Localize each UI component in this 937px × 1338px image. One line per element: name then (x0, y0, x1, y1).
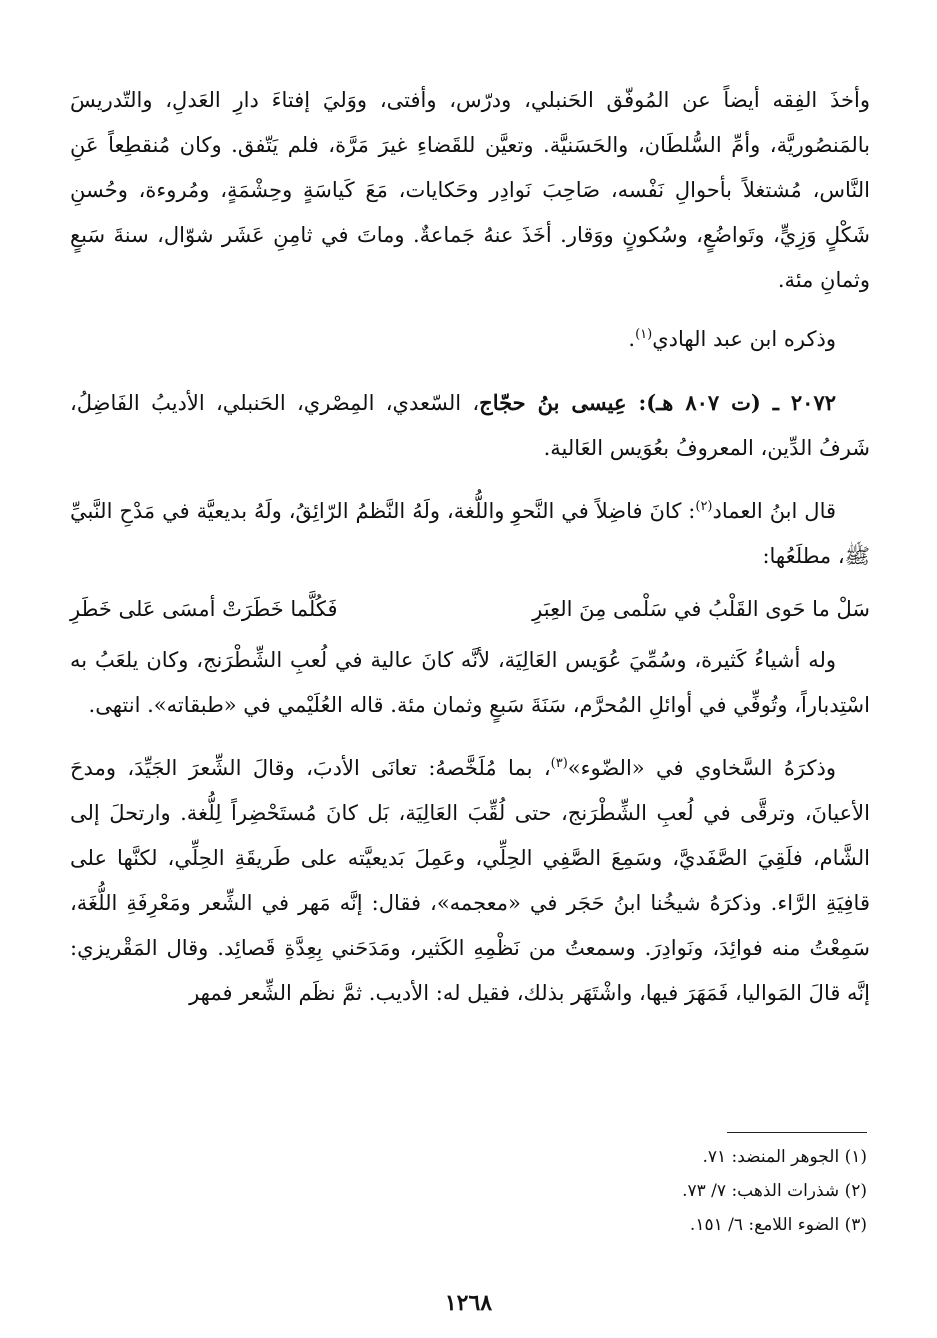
footnote-ref-1: (١) (635, 327, 653, 342)
sakhawi-text: ، بما مُلَخَّصهُ: تعانَى الأدبَ، وقالَ الشِّعرَ الجَيِّدَ، ومدحَ الأعيانَ، وترقَّى في لُعبِ الشِّطْرَنج، حتى لُقِّبَ العَالِيَة، بَل كانَ مُستَحْضِراً لِلُّغة. وارتحلَ إلى الشَّام، فلَقِيَ الصَّفَديَّ، وسَمِعَ الصَّفِي الحِلِّي، وعَمِلَ بَديعيَّته على طَريقَةِ الحِلِّي، لكنَّها على قافِيَةِ الرَّاء. وذكرَهُ شيخُنا ابنُ حَجَر في «معجمه»، فقال: إنَّه مَهر في الشِّعر ومَعْرِفَةِ اللُّغَة، سَمِعْتُ منه فوائِدَ، ونَوادِرَ. وسمعتُ من نَظْمِهِ الكَثير، ومَدَحَني بِعِدَّةِ قَصائِد. وقال المَقْريزي: إنَّه قالَ المَواليا، فَمَهَرَ فيها، واشْتَهَر بذلك، فقيل له: الأديب. ثمَّ نظَم الشِّعر فمهر (70, 756, 870, 1005)
entry-description: ، السّعدي، المِصْري، الحَنبلي، الأديبُ الفَاضِلُ، شَرفُ الدِّين، المعروفُ بعُوَيس العَالية. (70, 391, 870, 460)
footnote-1: (١) الجوهر المنضد: ٧١. (702, 1147, 867, 1167)
nickname-paragraph: وله أشياءُ كَثيرة، وسُمِّيَ عُوَيس العَالِيَة، لأنَّه كانَ عالية في لُعبِ الشِّطْرَنج، وكان يلعَبُ به اسْتِدباراً، وتُوفِّي في أوائلِ المُحرَّم، سَنَةَ سَبعٍ وثمان مئة. قاله العُلَيْمي في «طبقاته». انتهى. (70, 648, 870, 717)
reference-paragraph (70, 317, 870, 362)
footnote-ref-3: (٣) (550, 756, 568, 771)
sakhawi-source: وذكرَهُ السَّخاوي في «الضّوء» (567, 756, 836, 780)
sakhawi-paragraph (70, 746, 870, 1016)
entry-name: عِيسى بنُ حجّاج (479, 390, 627, 415)
entry-number: ٢٠٧٢ ـ (ت ٨٠٧ هـ): (626, 390, 837, 415)
quote-text: : كانَ فاضِلاً في النَّحوِ واللُّغة، ولَهُ النَّظمُ الرّائِقُ، ولَهُ بديعيَّة في مَدْحِ النَّبيِّ ﷺ، مطلَعُها: (70, 499, 870, 568)
verse-first-hemistich: سَلْ ما حَوى القَلْبُ في سَلْمى مِنَ العِبَرِ (532, 597, 870, 621)
poetry-verse (70, 587, 870, 632)
footnote-ref-2: (٢) (695, 499, 713, 514)
reference-text: وذكره ابن عبد الهادي (652, 327, 836, 351)
verse-second-hemistich: فَكُلَّما خَطَرَتْ أمسَى عَلى خَطَرِ (70, 597, 338, 621)
biography-paragraph: وأخذَ الفِقه أيضاً عن المُوفّق الحَنبلي، ودرّس، وأفتى، ووَليَ إفتاءَ دارِ العَدلِ، والتّدريسَ بالمَنصُوريَّة، وأمِّ السُّلطَان، والحَسَنيَّة. وتعيَّن للقَضاءِ غيرَ مَرَّة، فلم يَتّفق. وكان مُنقطِعاً عَنِ النَّاس، مُشتغلاً بأحوالِ نَفْسه، صَاحِبَ نَوادِر وحَكايات، مَعَ كَياسَةٍ وحِشْمَةٍ، ومُروءة، وحُسنِ شَكْلٍ وَزِيٍّ، وتَواضُعٍ، وسُكونٍ ووَقار. أخَذَ عنهُ جَماعةٌ. وماتَ في ثامِنِ عَشَر شوّال، سنةَ سَبعٍ وثمانِ مئة. (70, 88, 870, 292)
footnote-2: (٢) شذرات الذهب: ٧/ ٧٣. (682, 1181, 867, 1201)
entry-heading-paragraph (70, 380, 870, 471)
footnotes (467, 1140, 867, 1242)
footnote-divider (727, 1132, 867, 1133)
quote-paragraph (70, 489, 870, 579)
main-text (70, 78, 870, 1016)
reference-end: . (628, 327, 636, 351)
footnote-3: (٣) الضوء اللامع: ٦/ ١٥١. (689, 1215, 867, 1235)
page-number: ١٢٦٨ (444, 1290, 493, 1316)
quote-source: قال ابنُ العماد (712, 499, 837, 523)
